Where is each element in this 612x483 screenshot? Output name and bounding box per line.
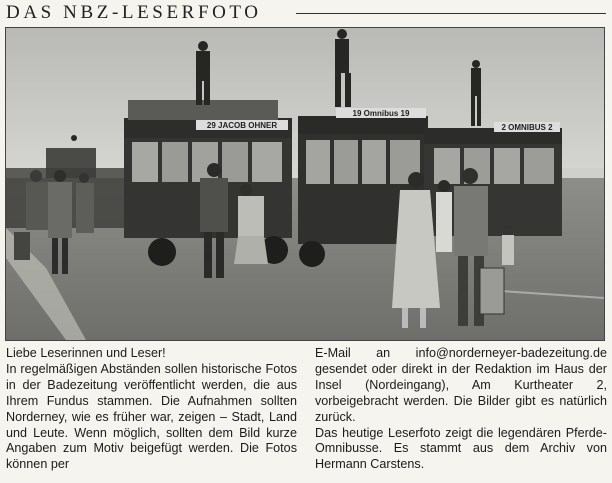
historic-photo xyxy=(5,27,605,341)
article-paragraph: E-Mail an info@norderneyer-badezeitung.de gesendet oder direkt in der Redaktion im Haus der Insel (Nordeingang), Am Kurtheater 2, vorbeigebracht werden. Die Bilder gibt es natürlich zurück. xyxy=(315,346,607,424)
article-left-column xyxy=(6,346,297,473)
article-paragraph: In regelmäßigen Abständen sollen historische Fotos in der Badezeitung veröffentlicht werden, die aus Ihrem Fundus stammen. Die Aufnahmen sollten Norderney, wie es früher war, zeigen – Stadt, Land und Leute. Wenn möglich, sollten dem Bild kurze Angaben zum Motiv beigefügt werden. Die Fotos können per xyxy=(6,361,297,472)
header-rule xyxy=(296,13,606,14)
bus-sign-1: 29 JACOB OHNER xyxy=(206,121,278,130)
bus-sign-3: 2 OMNIBUS 2 xyxy=(501,123,553,132)
article-salutation: Liebe Leserinnen und Leser! xyxy=(6,346,166,360)
article-paragraph: Das heutige Leserfoto zeigt die legendären Pferde-Omnibusse. Es stammt aus dem Archiv von Hermann Carstens. xyxy=(315,425,607,472)
page-title: DAS NBZ-LESERFOTO xyxy=(6,2,262,23)
bus-sign-2: 19 Omnibus 19 xyxy=(352,109,410,118)
article-right-column xyxy=(315,346,607,473)
